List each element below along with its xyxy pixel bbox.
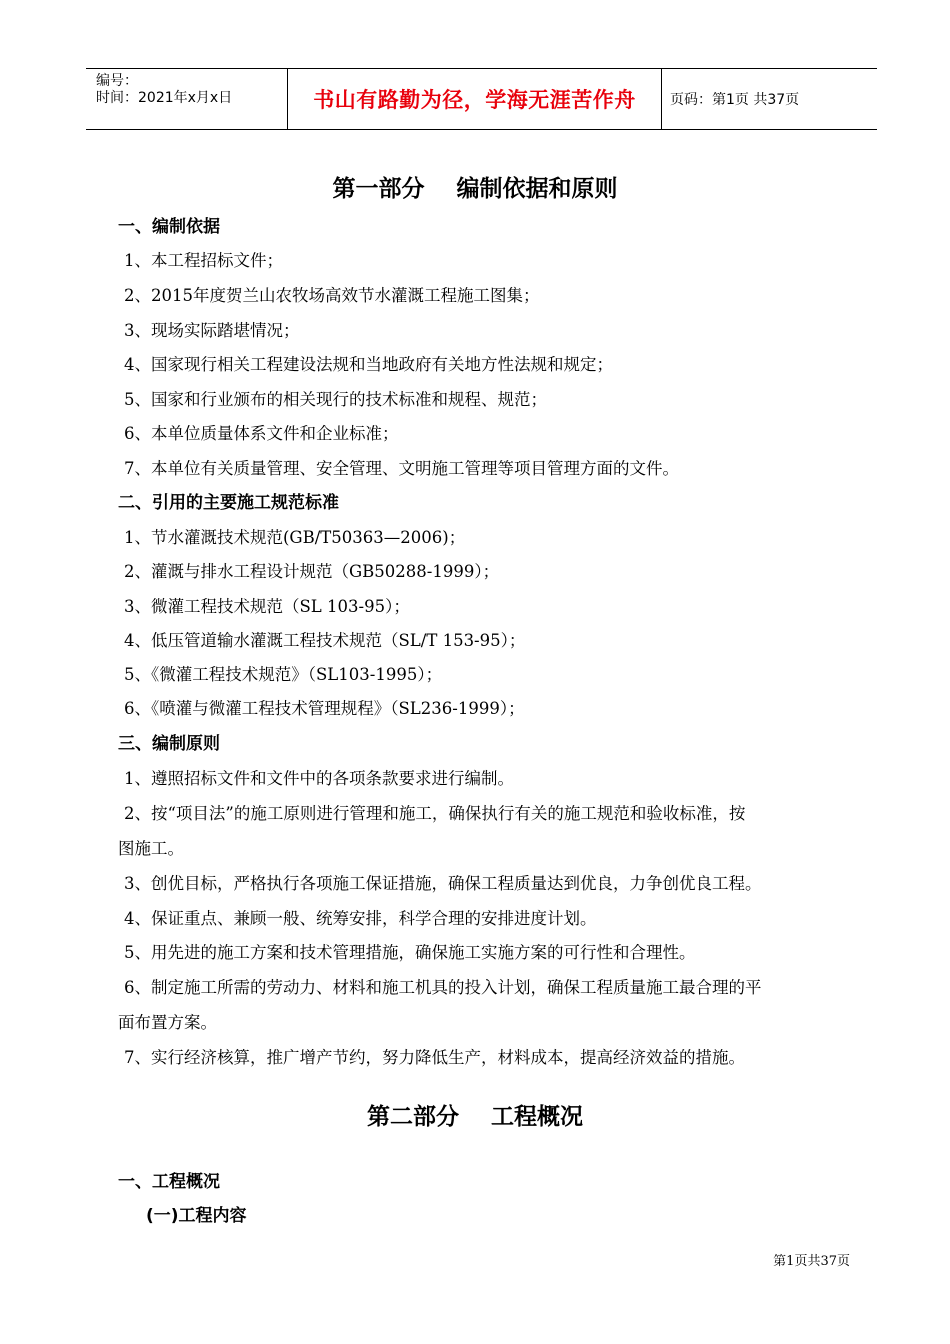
header-meta [86,69,288,129]
list-item: 3、创优目标，严格执行各项施工保证措施，确保工程质量达到优良，力争创优良工程。 [124,874,762,893]
list-item: 2、按“项目法”的施工原则进行管理和施工，确保执行有关的施工规范和验收标准，按 [124,804,746,823]
list-item: 4、保证重点、兼顾一般、统筹安排，科学合理的安排进度计划。 [124,909,597,928]
list-item: 5、《微灌工程技术规范》（SL103-1995）； [124,665,443,684]
time-label: 时间：2021年x月x日 [96,90,233,106]
list-item: 6、本单位质量体系文件和企业标准； [124,424,399,443]
list-item: 6、制定施工所需的劳动力、材料和施工机具的投入计划，确保工程质量施工最合理的平 [124,978,762,997]
list-item: 1、节水灌溉技术规范(GB/T50363—2006)； [124,528,466,547]
part1-title: 第一部分 编制依据和原则 [332,176,618,202]
list-item: 2、灌溉与排水工程设计规范（GB50288-1999）； [124,562,500,581]
header-page-label: 页码：第1页 共37页 [670,92,800,108]
section-heading: 一、工程概况 [118,1172,220,1192]
list-item-continuation: 图施工。 [118,839,184,858]
list-item: 7、实行经济核算，推广增产节约，努力降低生产，材料成本，提高经济效益的措施。 [124,1048,745,1067]
list-item: 5、国家和行业颁布的相关现行的技术标准和规程、规范； [124,390,547,409]
page-footer: 第1页共37页 [773,1254,850,1269]
list-item: 3、现场实际踏堪情况； [124,321,300,340]
section-heading: 二、引用的主要施工规范标准 [118,493,339,513]
list-item: 1、遵照招标文件和文件中的各项条款要求进行编制。 [124,769,514,788]
subsection-heading: (一)工程内容 [146,1206,247,1226]
part2-title: 第二部分 工程概况 [366,1104,584,1130]
list-item: 7、本单位有关质量管理、安全管理、文明施工管理等项目管理方面的文件。 [124,459,679,478]
section-heading: 一、编制依据 [118,217,220,237]
list-item: 3、微灌工程技术规范（SL 103-95）； [124,597,410,616]
list-item: 5、用先进的施工方案和技术管理措施，确保施工实施方案的可行性和合理性。 [124,943,696,962]
section-heading: 三、编制原则 [118,734,220,754]
list-item: 2、2015年度贺兰山农牧场高效节水灌溉工程施工图集； [124,286,540,305]
list-item: 4、国家现行相关工程建设法规和当地政府有关地方性法规和规定； [124,355,613,374]
list-item: 1、本工程招标文件； [124,251,283,270]
number-label: 编号： [96,73,138,89]
page-header [86,68,877,130]
header-slogan: 书山有路勤为径，学海无涯苦作舟 [288,69,662,129]
list-item: 4、低压管道输水灌溉工程技术规范（SL/T 153-95）； [124,631,526,650]
list-item-continuation: 面布置方案。 [118,1013,217,1032]
list-item: 6、《喷灌与微灌工程技术管理规程》（SL236-1999）； [124,699,525,718]
